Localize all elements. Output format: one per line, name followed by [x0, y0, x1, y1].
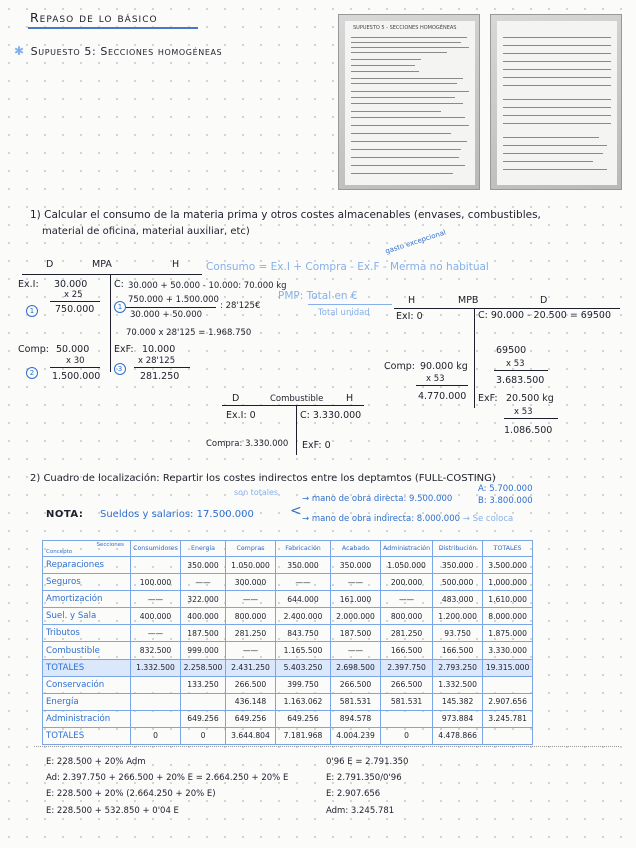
exercise-photo-right [490, 14, 622, 190]
comb-exi: Ex.I: 0 [226, 410, 256, 421]
table-cell: 3.330.000 [483, 642, 533, 659]
table-cell: 166.500 [381, 642, 433, 659]
row-label: Energía [43, 693, 131, 710]
table-cell: 145.382 [433, 693, 483, 710]
arrow-icon: → [302, 494, 312, 504]
mpb-compra-label: Comp: [384, 361, 415, 372]
table-cell: 350.000 [181, 557, 226, 574]
formula-note: gasto excepcional [384, 228, 447, 256]
table-cell: 100.000 [131, 574, 181, 591]
table-row [43, 608, 533, 625]
mpa-exf-label: ExF: [114, 344, 134, 355]
mod-text: mano de obra directa: 9.500.000 [311, 494, 453, 504]
table-row [43, 676, 533, 693]
mpa-exi-label: Ex.I: [18, 279, 39, 290]
mpa-exf-total: 281.250 [140, 371, 180, 382]
mpa-name: MPA [92, 259, 112, 270]
table-cell [483, 676, 533, 693]
subtitle-text: Supuesto 5: Secciones homogéneas [30, 45, 223, 58]
table-cell: 281.250 [381, 625, 433, 642]
star-icon: ✱ [14, 44, 25, 58]
mpb-h: H [408, 295, 416, 306]
table-cell: 4.004.239 [331, 727, 381, 744]
comb-name: Combustible [270, 394, 324, 404]
table-cell: 300.000 [226, 574, 276, 591]
table-cell: 1.163.062 [276, 693, 331, 710]
exercise-photo-heading: SUPUESTO 5 - SECCIONES HOMOGÉNEAS [353, 25, 457, 31]
bottom-right-line-1: 0'96 E = 2.791.350 [326, 757, 409, 767]
mpa-pmp-den: 30.000 + 50.000 [130, 310, 203, 320]
table-cell: 2.397.750 [381, 659, 433, 676]
consumo-formula: Consumo = Ex.I + Compra - Ex.F - Merma no habitual [206, 261, 489, 273]
corner-top: Secciones [96, 542, 124, 548]
table-row [43, 591, 533, 608]
table-cell: 2.793.250 [433, 659, 483, 676]
mpa-exf-mult: x 28'125 [138, 356, 176, 366]
mpa-bubble-2: 2 [26, 367, 38, 379]
table-cell: 5.403.250 [276, 659, 331, 676]
table-cell: 350.000 [276, 557, 331, 574]
bottom-left-line-4: E: 228.500 + 532.850 + 0'04 E [46, 806, 179, 816]
table-cell: 832.500 [131, 642, 181, 659]
table-cell: 581.531 [381, 693, 433, 710]
row-label: Amortización [43, 591, 131, 608]
bottom-right-line-2: E: 2.791.350/0'96 [326, 773, 402, 783]
table-cell: —— [331, 574, 381, 591]
table-cell: 400.000 [131, 608, 181, 625]
table-cell [131, 710, 181, 727]
table-cell: 483.000 [433, 591, 483, 608]
mpa-pmp-calc: 750.000 + 1.500.000 [128, 295, 219, 305]
table-cell: 1.165.500 [276, 642, 331, 659]
mpa-circle-1: 1 [114, 301, 126, 313]
arrow-icon: → [302, 514, 312, 524]
mpb-compra-total: 4.770.000 [418, 391, 467, 402]
comb-compra: Compra: 3.330.000 [206, 439, 289, 449]
col-header: Consumidores [131, 541, 181, 557]
table-cell: 644.000 [276, 591, 331, 608]
table-row [43, 574, 533, 591]
table-cell: 1.050.000 [381, 557, 433, 574]
table-cell: 3.644.804 [226, 727, 276, 744]
son-totales-note: son totales [234, 488, 279, 497]
mpb-consumo-total: 3.683.500 [496, 375, 545, 386]
mpa-pmp-result: : 28'125€ [220, 301, 261, 311]
col-header: Distribución [433, 541, 483, 557]
nota-label: NOTA: [46, 509, 84, 520]
mpa-c-label: C: [114, 279, 124, 290]
nota-text: Sueldos y salarios: 17.500.000 [100, 509, 254, 520]
table-cell: 500.000 [433, 574, 483, 591]
table-cell [381, 710, 433, 727]
table-cell: 166.500 [433, 642, 483, 659]
table-cell: 581.531 [331, 693, 381, 710]
table-row [43, 625, 533, 642]
mpa-exf-value: 10.000 [142, 344, 176, 355]
mod-line [302, 494, 452, 504]
table-cell: —— [226, 642, 276, 659]
table-cell: 843.750 [276, 625, 331, 642]
mpa-compra-value: 50.000 [56, 344, 90, 355]
table-cell: 894.578 [331, 710, 381, 727]
title-underline [28, 27, 198, 29]
table-cell: 187.500 [181, 625, 226, 642]
table-cell: 2.000.000 [331, 608, 381, 625]
mpa-compra-mult: x 30 [66, 356, 85, 366]
table-cell: —— [181, 574, 226, 591]
table-cell: 800.000 [381, 608, 433, 625]
split-a: A: 5.700.000 [478, 484, 533, 494]
comb-exf: ExF: 0 [302, 440, 331, 451]
table-cell: 3.500.000 [483, 557, 533, 574]
table-cell: 973.884 [433, 710, 483, 727]
mpb-consumo-mult: x 53 [506, 359, 525, 369]
table-cell: 7.181.968 [276, 727, 331, 744]
table-cell: 266.500 [226, 676, 276, 693]
table-cell: 187.500 [331, 625, 381, 642]
mpa-d: D [46, 259, 54, 270]
moi-line [302, 514, 513, 524]
table-cell: 0 [181, 727, 226, 744]
localization-table [42, 540, 533, 745]
row-label: Reparaciones [43, 557, 131, 574]
table-cell: —— [276, 574, 331, 591]
bottom-right-line-4: Adm: 3.245.781 [326, 806, 395, 816]
table-cell: 3.245.781 [483, 710, 533, 727]
table-cell: 1.050.000 [226, 557, 276, 574]
table-cell [131, 676, 181, 693]
mpa-consumo-calc: 70.000 x 28'125 = 1.968.750 [126, 328, 252, 338]
question-2: 2) Cuadro de localización: Repartir los costes indirectos entre los deptamtos (FULL-COSTING) [30, 473, 496, 484]
mpb-compra-value: 90.000 kg [420, 361, 468, 372]
table-cell: 350.000 [433, 557, 483, 574]
mpa-exi-total: 750.000 [55, 304, 95, 315]
split-b: B: 3.800.000 [478, 496, 533, 506]
mpb-consumo-value: 69500 [496, 345, 527, 356]
table-cell: 436.148 [226, 693, 276, 710]
mpb-exf-value: 20.500 kg [506, 393, 554, 404]
table-cell: 19.315.000 [483, 659, 533, 676]
bottom-right-line-3: E: 2.907.656 [326, 789, 381, 799]
table-cell: 281.250 [226, 625, 276, 642]
mpb-exf-mult: x 53 [514, 407, 533, 417]
table-cell: 649.256 [226, 710, 276, 727]
table-row [43, 710, 533, 727]
bottom-left-line-3: E: 228.500 + 20% (2.664.250 + 20% E) [46, 789, 216, 799]
comb-d: D [232, 393, 240, 404]
comb-h: H [346, 393, 354, 404]
col-header: Acabado [331, 541, 381, 557]
table-cell: 1.000.000 [483, 574, 533, 591]
moi-arrow-text: Se coloca [472, 514, 514, 524]
col-header: Administración [381, 541, 433, 557]
table-cell: 2.907.656 [483, 693, 533, 710]
table-cell: 1.332.500 [433, 676, 483, 693]
table-cell: 400.000 [181, 608, 226, 625]
row-label: Suel. y Sala [43, 608, 131, 625]
table-cell: 133.250 [181, 676, 226, 693]
table-cell [181, 693, 226, 710]
table-cell: 161.000 [331, 591, 381, 608]
table-cell: —— [226, 591, 276, 608]
table-row [43, 693, 533, 710]
table-row [43, 557, 533, 574]
col-header: Energía [181, 541, 226, 557]
row-label: Combustible [43, 642, 131, 659]
table-cell: 2.400.000 [276, 608, 331, 625]
mpa-compra-total: 1.500.000 [52, 371, 101, 382]
table-cell: 200.000 [381, 574, 433, 591]
table-cell [131, 557, 181, 574]
row-label: Seguros [43, 574, 131, 591]
pmp-formula: PMP: Total en € [278, 290, 358, 302]
mpa-compra-label: Comp: [18, 344, 49, 355]
table-cell: 999.000 [181, 642, 226, 659]
table-cell: —— [131, 591, 181, 608]
mpa-h: H [172, 259, 180, 270]
page-title: Repaso de lo básico [30, 10, 158, 25]
table-cell: 266.500 [331, 676, 381, 693]
mpb-exi: ExI: 0 [396, 311, 423, 322]
table-cell: 8.000.000 [483, 608, 533, 625]
table-cell: 399.750 [276, 676, 331, 693]
table-cell: 2.431.250 [226, 659, 276, 676]
exercise-photo-left [338, 14, 480, 190]
table-cell: 0 [381, 727, 433, 744]
mpa-bubble-1: 1 [26, 305, 38, 317]
table-row [43, 659, 533, 676]
table-header-row [43, 541, 533, 557]
table-cell: 1.875.000 [483, 625, 533, 642]
bottom-left-line-1: E: 228.500 + 20% Adm [46, 757, 146, 767]
bottom-left-line-2: Ad: 2.397.750 + 266.500 + 20% E = 2.664.250 + 20% E [46, 773, 289, 783]
col-header: Fabricación [276, 541, 331, 557]
table-cell: 649.256 [181, 710, 226, 727]
table-row [43, 727, 533, 744]
table-corner [43, 541, 131, 557]
col-header: TOTALES [483, 541, 533, 557]
question-1-cont: material de oficina, material auxiliar, etc) [42, 226, 250, 237]
row-label: TOTALES [43, 727, 131, 744]
mpa-circle-3: 3 [114, 363, 126, 375]
brace-icon: < [290, 503, 302, 519]
table-cell [483, 727, 533, 744]
row-label: Administración [43, 710, 131, 727]
table-cell: 2.698.500 [331, 659, 381, 676]
table-cell: 322.000 [181, 591, 226, 608]
table-cell: 800.000 [226, 608, 276, 625]
subtitle [14, 44, 222, 58]
question-1: 1) Calcular el consumo de la materia prima y otros costes almacenables (envases, combustibles, [30, 209, 541, 221]
mpb-name: MPB [458, 295, 479, 306]
table-cell: 266.500 [381, 676, 433, 693]
moi-text: mano de obra indirecta: 8.000.000 [311, 514, 461, 524]
mpa-exi-mult: x 25 [64, 290, 83, 300]
table-cell: 93.750 [433, 625, 483, 642]
mpb-d: D [540, 295, 548, 306]
mpb-c-calc: C: 90.000 - 20.500 = 69500 [478, 310, 612, 321]
pmp-denominator: Total unidad [318, 308, 370, 318]
table-cell: 1.610.000 [483, 591, 533, 608]
table-cell: 1.332.500 [131, 659, 181, 676]
mpa-exi-value: 30.000 [54, 279, 88, 290]
table-cell: —— [381, 591, 433, 608]
col-header: Compras [226, 541, 276, 557]
table-cell: 0 [131, 727, 181, 744]
table-cell: 1.200.000 [433, 608, 483, 625]
row-label: Conservación [43, 676, 131, 693]
mpa-c-calc: 30.000 + 50.000 - 10.000: 70.000 kg [128, 281, 287, 291]
mpb-exf-total: 1.086.500 [504, 425, 553, 436]
table-cell: 350.000 [331, 557, 381, 574]
table-cell: 2.258.500 [181, 659, 226, 676]
table-cell: 4.478.866 [433, 727, 483, 744]
table-cell: —— [331, 642, 381, 659]
table-cell: —— [131, 625, 181, 642]
divider [34, 746, 619, 747]
mpb-exf-label: ExF: [478, 393, 498, 404]
corner-bottom: Concepto [46, 549, 73, 555]
arrow-icon: → [460, 514, 473, 524]
table-row [43, 642, 533, 659]
row-label: Tributos [43, 625, 131, 642]
table-cell [131, 693, 181, 710]
comb-c: C: 3.330.000 [300, 410, 362, 421]
row-label: TOTALES [43, 659, 131, 676]
table-cell: 649.256 [276, 710, 331, 727]
mpb-compra-mult: x 53 [426, 374, 445, 384]
